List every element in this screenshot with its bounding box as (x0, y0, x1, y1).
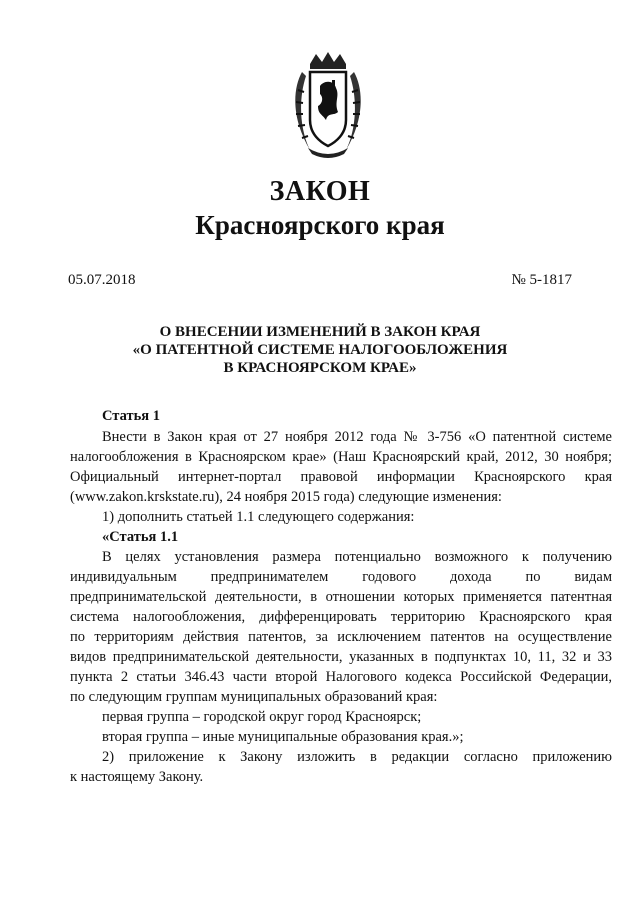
body-line: по следующим группам муниципальных образований края: (70, 689, 438, 705)
article-1-title: Статья 1 (102, 408, 160, 424)
body-line: предпринимательской деятельности, в отношении которых применяется патентная (70, 589, 612, 605)
body-line: к настоящему Закону. (70, 769, 204, 785)
body-line: первая группа – городской округ город Красноярск; (102, 709, 422, 725)
law-title: ЗАКОН (269, 176, 371, 207)
body-line: 2) приложение к Закону изложить в редакции согласно приложению (102, 749, 612, 765)
body-line: вторая группа – иные муниципальные образования края.»; (102, 729, 464, 745)
region-title: Красноярского края (195, 210, 445, 240)
body-line: система налогообложения, дифференцировать территорию Красноярского края (70, 609, 612, 625)
body-line: по территориям действия патентов, за исключением патентов на осуществление (70, 629, 612, 645)
body-line: Официальный интернет-портал правовой информации Красноярского края (70, 469, 612, 485)
law-date: 05.07.2018 (68, 272, 136, 288)
body-line: пункта 2 статьи 346.43 части второй Налогового кодекса Российской Федерации, (70, 669, 612, 685)
body-line: (www.zakon.krskstate.ru), 24 ноября 2015 года) следующие изменения: (70, 489, 502, 505)
heading-line-2: «О ПАТЕНТНОЙ СИСТЕМЕ НАЛОГООБЛОЖЕНИЯ (132, 342, 508, 358)
body-line: Внести в Закон края от 27 ноября 2012 года № 3-756 «О патентной системе (102, 429, 612, 445)
article-1-1-title: «Статья 1.1 (102, 529, 179, 545)
heading-line-1: О ВНЕСЕНИИ ИЗМЕНЕНИЙ В ЗАКОН КРАЯ (159, 324, 481, 340)
body-line: индивидуальным предпринимателем годового дохода по видам (70, 569, 612, 585)
law-body (70, 0, 612, 905)
body-line: видов предпринимательской деятельности, указанных в подпунктах 10, 11, 32 и 33 (70, 649, 612, 665)
body-line: налогообложения в Красноярском крае» (Наш Красноярский край, 2012, 30 ноября; (70, 449, 612, 465)
body-line: В целях установления размера потенциально возможного к получению (102, 549, 612, 565)
law-number: № 5-1817 (511, 272, 572, 288)
body-line: 1) дополнить статьей 1.1 следующего содержания: (102, 509, 415, 525)
heading-line-3: В КРАСНОЯРСКОМ КРАЕ» (223, 360, 417, 376)
